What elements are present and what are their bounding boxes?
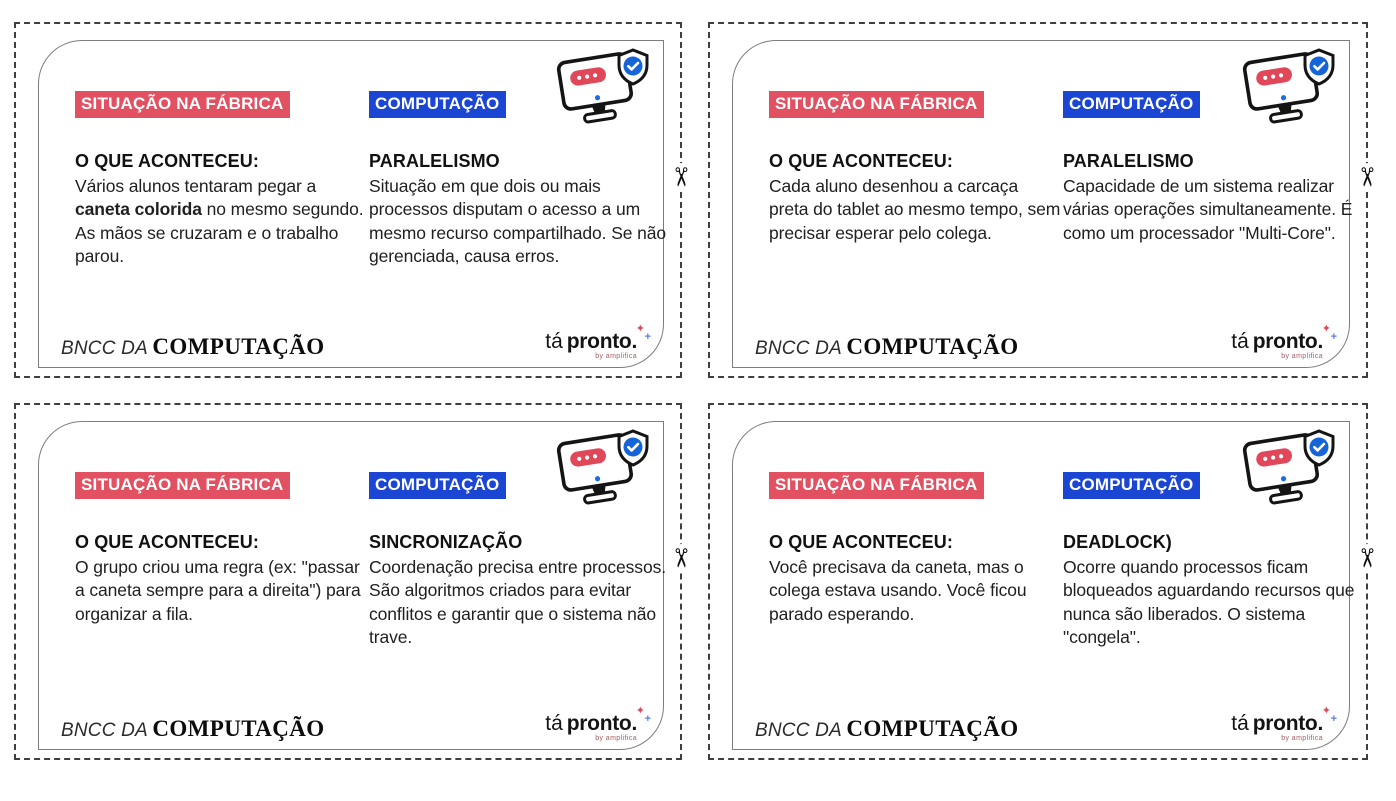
logo-ta: tá [1231, 712, 1249, 735]
plus-icon: + [1330, 713, 1337, 725]
situation-column [769, 151, 1061, 245]
bncc-brand: BNCC DA COMPUTAÇÃO [755, 334, 1019, 359]
concept-heading: PARALELISMO [1063, 151, 1194, 171]
logo-byline: by amplifica [1281, 353, 1323, 360]
scissors-icon: ✂ [667, 163, 693, 191]
logo-byline: by amplifica [595, 735, 637, 742]
logo-pronto: pronto. [566, 712, 637, 735]
situation-badge: SITUAÇÃO NA FÁBRICA [75, 91, 290, 118]
logo-byline: by amplifica [595, 353, 637, 360]
logo-pronto: pronto. [1252, 330, 1323, 353]
situation-heading: O QUE ACONTECEU: [769, 532, 953, 552]
situation-text: O grupo criou uma regra (ex: "passar a caneta sempre para a direita") para organizar a fila. [75, 557, 361, 624]
logo-ta: tá [1231, 330, 1249, 353]
logo-byline: by amplifica [1281, 735, 1323, 742]
sparkle-icon: ✦ [635, 704, 645, 717]
situation-heading: O QUE ACONTECEU: [75, 532, 259, 552]
bncc-brand: BNCC DA COMPUTAÇÃO [755, 716, 1019, 741]
scissors-icon: ✂ [1353, 544, 1379, 572]
concept-text: Capacidade de um sistema realizar várias operações simultaneamente. É como um processador "Multi-Core". [1063, 176, 1353, 243]
logo-pronto: pronto. [566, 330, 637, 353]
concept-heading: SINCRONIZAÇÃO [369, 532, 523, 552]
computing-column [1063, 532, 1365, 649]
card-footer [755, 704, 1337, 742]
tapronto-logo [1231, 322, 1337, 360]
situation-badge: SITUAÇÃO NA FÁBRICA [769, 91, 984, 118]
logo-ta: tá [545, 712, 563, 735]
computing-column [1063, 151, 1365, 245]
situation-text: Cada aluno desenhou a carcaça preta do tablet ao mesmo tempo, sem precisar esperar pelo colega. [769, 176, 1061, 243]
flashcard-deadlock [708, 403, 1382, 760]
computing-column [369, 532, 671, 649]
card-footer [755, 322, 1337, 360]
situation-heading: O QUE ACONTECEU: [75, 151, 259, 171]
monitor-password-shield-icon [1241, 45, 1341, 131]
monitor-password-shield-icon [1241, 426, 1341, 512]
tapronto-logo [545, 322, 651, 360]
concept-heading: PARALELISMO [369, 151, 500, 171]
situation-text: Você precisava da caneta, mas o colega estava usando. Você ficou parado esperando. [769, 557, 1027, 624]
scissors-icon: ✂ [1353, 163, 1379, 191]
computing-badge: COMPUTAÇÃO [369, 91, 506, 118]
flashcard-paralelismo-conceito [708, 22, 1382, 378]
card-footer [61, 322, 651, 360]
concept-heading: DEADLOCK) [1063, 532, 1172, 552]
situation-column [769, 532, 1061, 626]
concept-text: Ocorre quando processos ficam bloqueados aguardando recursos que nunca são liberados. O sistema "congela". [1063, 557, 1355, 647]
concept-text: Situação em que dois ou mais processos disputam o acesso a um mesmo recurso compartilhado. Se não gerenciada, causa erros. [369, 176, 667, 266]
concept-text: Coordenação precisa entre processos. São algoritmos criados para evitar conflitos e garantir que o sistema não trave. [369, 557, 666, 647]
plus-icon: + [644, 331, 651, 343]
card-body [38, 40, 667, 368]
sparkle-icon: ✦ [1321, 704, 1331, 717]
bncc-brand: BNCC DA COMPUTAÇÃO [61, 334, 325, 359]
computing-badge: COMPUTAÇÃO [1063, 472, 1200, 499]
situation-badge: SITUAÇÃO NA FÁBRICA [769, 472, 984, 499]
computing-column [369, 151, 671, 268]
situation-text: Vários alunos tentaram pegar a caneta colorida no mesmo segundo. As mãos se cruzaram e o trabalho parou. [75, 176, 364, 266]
monitor-password-shield-icon [555, 426, 655, 512]
bncc-brand: BNCC DA COMPUTAÇÃO [61, 716, 325, 741]
plus-icon: + [1330, 331, 1337, 343]
card-body [732, 40, 1353, 368]
flashcard-sincronizacao [14, 403, 696, 760]
card-body [38, 421, 664, 750]
plus-icon: + [644, 713, 651, 725]
card-body [732, 421, 1355, 750]
sparkle-icon: ✦ [1321, 322, 1331, 335]
situation-column [75, 532, 367, 626]
situation-heading: O QUE ACONTECEU: [769, 151, 953, 171]
computing-badge: COMPUTAÇÃO [369, 472, 506, 499]
card-footer [61, 704, 651, 742]
sparkle-icon: ✦ [635, 322, 645, 335]
flashcard-paralelismo-situacao [14, 22, 696, 378]
situation-badge: SITUAÇÃO NA FÁBRICA [75, 472, 290, 499]
tapronto-logo [1231, 704, 1337, 742]
situation-column [75, 151, 367, 268]
tapronto-logo [545, 704, 651, 742]
scissors-icon: ✂ [667, 544, 693, 572]
logo-ta: tá [545, 330, 563, 353]
monitor-password-shield-icon [555, 45, 655, 131]
logo-pronto: pronto. [1252, 712, 1323, 735]
computing-badge: COMPUTAÇÃO [1063, 91, 1200, 118]
